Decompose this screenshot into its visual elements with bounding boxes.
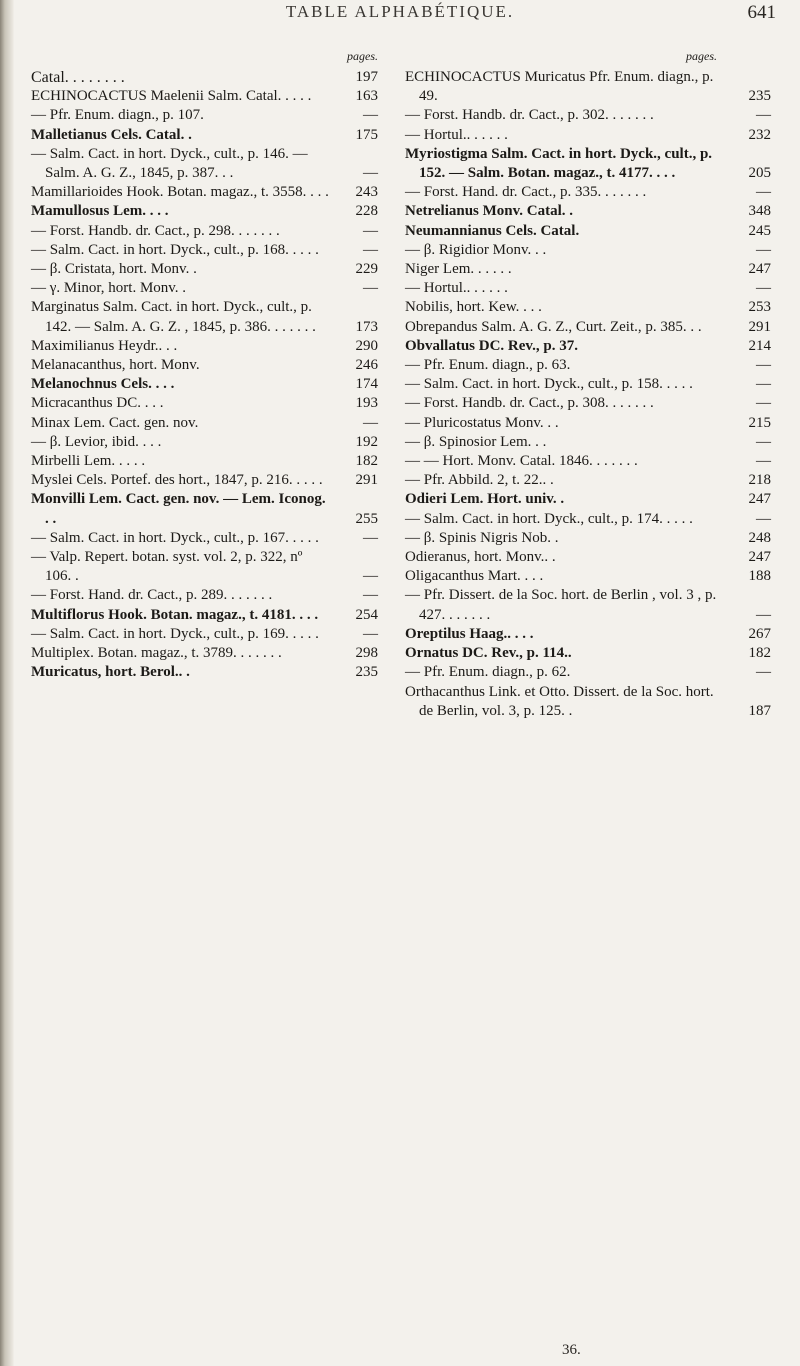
index-entry [31,106,382,125]
page-number: 641 [747,2,776,23]
entry-text: — β. Cristata, hort. Monv. . [31,261,197,278]
entry-text: Catal. . . . . . . . [31,69,125,86]
index-entry [31,375,382,394]
index-entry [31,394,382,413]
entry-page: 267 [748,625,771,642]
entry-text: — Valp. Repert. botan. syst. vol. 2, p. 322, nº 106. . [31,549,303,585]
index-entry [31,145,382,183]
entry-page: 253 [748,299,771,316]
index-entry [405,260,775,279]
entry-text: — Forst. Handb. dr. Cact., p. 308. . . . . . . [405,395,654,412]
entry-page: — [756,664,771,681]
index-entry [405,318,775,337]
index-entry [405,68,775,106]
entry-page: 182 [355,453,378,470]
entry-page: 246 [355,357,378,374]
entry-text: Myslei Cels. Portef. des hort., 1847, p. 216. . . . . [31,472,323,489]
index-entry [31,606,382,625]
index-entries [31,68,382,683]
entry-text: Melanacanthus, hort. Monv. [31,357,200,374]
entry-page: — [756,606,771,623]
entry-page: — [363,280,378,297]
index-entry [405,126,775,145]
index-entry [405,202,775,221]
entry-page: — [363,587,378,604]
entry-page: — [363,222,378,239]
index-entry [405,106,775,125]
entry-text: Niger Lem. . . . . . [405,261,512,278]
entry-page: — [756,376,771,393]
index-entry [405,452,775,471]
entry-page: 291 [355,472,378,489]
entry-text: Netrelianus Monv. Catal. . [405,203,574,220]
entry-page: — [756,184,771,201]
entry-text: — Hortul.. . . . . . [405,280,508,297]
index-entry [405,567,775,586]
index-entry [31,644,382,663]
entry-text: Multiflorus Hook. Botan. magaz., t. 4181. . . . [31,606,319,623]
entry-text: Mirbelli Lem. . . . . [31,453,146,470]
index-entry [31,586,382,605]
index-entry [405,279,775,298]
entry-text: Mamillarioides Hook. Botan. magaz., t. 3558. . . . [31,184,329,201]
entry-page: — [363,241,378,258]
entry-text: Micracanthus DC. . . . [31,395,164,412]
entry-page: 188 [748,568,771,585]
entry-page: 174 [355,376,378,393]
index-entry [405,145,775,183]
index-entry [405,510,775,529]
entry-text: Melanochnus Cels. . . . [31,376,175,393]
index-entry [405,529,775,548]
entry-text: Odieranus, hort. Monv.. . [405,549,556,566]
entry-text: — β. Rigidior Monv. . . [405,241,547,258]
entry-page: 215 [748,414,771,431]
entry-page: 163 [355,88,378,105]
index-entry [405,433,775,452]
entry-text: Oreptilus Haag.. . . . [405,625,534,642]
index-entry [31,126,382,145]
entry-page: 247 [748,549,771,566]
index-entry [405,375,775,394]
entry-text: Myriostigma Salm. Cact. in hort. Dyck., cult., p. 152. — Salm. Botan. magaz., t. 4177. . . . [405,145,713,182]
index-entry [31,298,382,336]
entry-page: 235 [355,664,378,681]
index-entry [405,490,775,509]
entry-text: — — Hort. Monv. Catal. 1846. . . . . . . [405,453,638,470]
entry-page: — [756,510,771,527]
entry-page: — [363,165,378,182]
index-entry [31,625,382,644]
index-entry [31,356,382,375]
index-entry [31,490,382,528]
entry-page: — [756,433,771,450]
entry-page: 247 [748,261,771,278]
entry-page: 235 [748,88,771,105]
entry-text: — β. Spinis Nigris Nob. . [405,529,559,546]
entry-page: 229 [355,261,378,278]
entry-text: — Pfr. Abbild. 2, t. 22.. . [405,472,554,489]
entry-text: — γ. Minor, hort. Monv. . [31,280,187,297]
index-entry [405,683,775,721]
entry-page: — [363,529,378,546]
entry-text: Malletianus Cels. Catal. . [31,126,192,143]
right-column [405,48,775,721]
left-column [31,48,382,683]
index-entry [405,222,775,241]
entry-page: 291 [748,318,771,335]
index-entry [31,222,382,241]
entry-text: — Salm. Cact. in hort. Dyck., cult., p. 146. — Salm. A. G. Z., 1845, p. 387. . . [31,145,308,182]
index-entry [405,356,775,375]
entry-page: 205 [748,165,771,182]
entry-text: Orthacanthus Link. et Otto. Dissert. de la Soc. hort. de Berlin, vol. 3, p. 125. . [405,683,714,719]
index-entry [31,414,382,433]
index-entry [31,663,382,682]
entry-page: — [756,357,771,374]
entry-page: 187 [748,702,771,719]
index-entry [405,298,775,317]
index-entry [405,644,775,663]
entry-page: — [363,414,378,431]
entry-text: — β. Levior, ibid. . . . [31,433,162,450]
entry-text: ECHINOCACTUS Maelenii Salm. Catal. . . . . [31,88,312,105]
index-entry [405,586,775,624]
entry-text: — Salm. Cact. in hort. Dyck., cult., p. 169. . . . . [31,625,319,642]
entry-page: 193 [355,395,378,412]
entry-page: 247 [748,491,771,508]
entry-text: Muricatus, hort. Berol.. . [31,664,190,681]
entry-text: — Forst. Hand. dr. Cact., p. 289. . . . . . . [31,587,273,604]
index-entry [31,471,382,490]
entry-text: Maximilianus Heydr.. . . [31,337,178,354]
index-entry [31,452,382,471]
entry-text: ECHINOCACTUS Muricatus Pfr. Enum. diagn., p. 49. [405,69,714,105]
index-entry [405,548,775,567]
index-entry [405,414,775,433]
page-gutter-shadow [0,0,14,1366]
entry-page: 192 [355,433,378,450]
entry-text: — Pfr. Dissert. de la Soc. hort. de Berlin , vol. 3 , p. 427. . . . . . . [405,587,717,623]
running-head: TABLE ALPHABÉTIQUE. [285,2,515,21]
entry-page: — [363,625,378,642]
index-entry [405,471,775,490]
entry-page: 245 [748,222,771,239]
entry-page: — [363,568,378,585]
entry-text: — Pluricostatus Monv. . . [405,414,559,431]
entry-text: — Forst. Handb. dr. Cact., p. 302. . . . . . . [405,107,654,124]
pages-label: pages. [347,49,378,63]
entry-text: Mamullosus Lem. . . . [31,203,169,220]
entry-page: 290 [355,337,378,354]
entry-page: 232 [748,126,771,143]
entry-page: 243 [355,184,378,201]
entry-text: — Hortul.. . . . . . [405,126,508,143]
index-entry [405,337,775,356]
index-entry [31,202,382,221]
entry-page: — [756,107,771,124]
entry-text: — Pfr. Enum. diagn., p. 62. [405,664,571,681]
entry-page: 348 [748,203,771,220]
entry-page: 175 [355,126,378,143]
index-entry [31,241,382,260]
entry-text: Monvilli Lem. Cact. gen. nov. — Lem. Iconog. . . [31,491,326,527]
entry-page: 298 [355,645,378,662]
entry-text: — Salm. Cact. in hort. Dyck., cult., p. 158. . . . . [405,376,693,393]
index-entry [405,241,775,260]
pages-label: pages. [686,49,717,63]
entry-page: 254 [355,606,378,623]
entry-page: — [756,241,771,258]
entry-text: — Forst. Handb. dr. Cact., p. 298. . . . . . . [31,222,280,239]
entry-text: Ornatus DC. Rev., p. 114.. [405,645,572,662]
index-entry [31,279,382,298]
entry-text: Oligacanthus Mart. . . . [405,568,544,585]
entry-text: Marginatus Salm. Cact. in hort. Dyck., cult., p. 142. — Salm. A. G. Z. , 1845, p. 386. . . . . . . [31,299,316,335]
index-entry [31,260,382,279]
entry-page: 218 [748,472,771,489]
entry-text: Minax Lem. Cact. gen. nov. [31,414,199,431]
entry-page: 248 [748,529,771,546]
index-entry [31,68,382,87]
index-entry [31,183,382,202]
entry-page: 182 [748,645,771,662]
index-entry [405,625,775,644]
index-entry [31,433,382,452]
entry-text: Obrepandus Salm. A. G. Z., Curt. Zeit., p. 385. . . [405,318,702,335]
index-entry [31,529,382,548]
entry-page: 214 [748,337,771,354]
index-entry [405,394,775,413]
entry-page: 255 [355,510,378,527]
entry-page: — [756,280,771,297]
entry-text: Neumannianus Cels. Catal. [405,222,580,239]
index-entry [405,183,775,202]
entry-text: Obvallatus DC. Rev., p. 37. [405,337,578,354]
entry-text: Nobilis, hort. Kew. . . . [405,299,542,316]
index-entry [31,87,382,106]
signature-mark: 36. [562,1342,581,1358]
index-entry [31,548,382,586]
entry-text: — β. Spinosior Lem. . . [405,433,547,450]
index-entry [31,337,382,356]
entry-page: — [756,453,771,470]
entry-page: — [363,107,378,124]
entry-text: — Salm. Cact. in hort. Dyck., cult., p. 174. . . . . [405,510,693,527]
entry-text: — Salm. Cact. in hort. Dyck., cult., p. 168. . . . . [31,241,319,258]
entry-page: 228 [355,203,378,220]
entry-text: — Salm. Cact. in hort. Dyck., cult., p. 167. . . . . [31,529,319,546]
entry-page: 197 [355,69,378,85]
entry-text: — Pfr. Enum. diagn., p. 107. [31,107,204,124]
entry-text: — Pfr. Enum. diagn., p. 63. [405,357,571,374]
entry-text: Odieri Lem. Hort. univ. . [405,491,565,508]
entry-text: — Forst. Hand. dr. Cact., p. 335. . . . . . . [405,184,647,201]
entry-page: — [756,395,771,412]
index-entry [405,663,775,682]
entry-page: 173 [355,318,378,335]
entry-text: Multiplex. Botan. magaz., t. 3789. . . . . . . [31,645,282,662]
index-entries [405,68,775,721]
